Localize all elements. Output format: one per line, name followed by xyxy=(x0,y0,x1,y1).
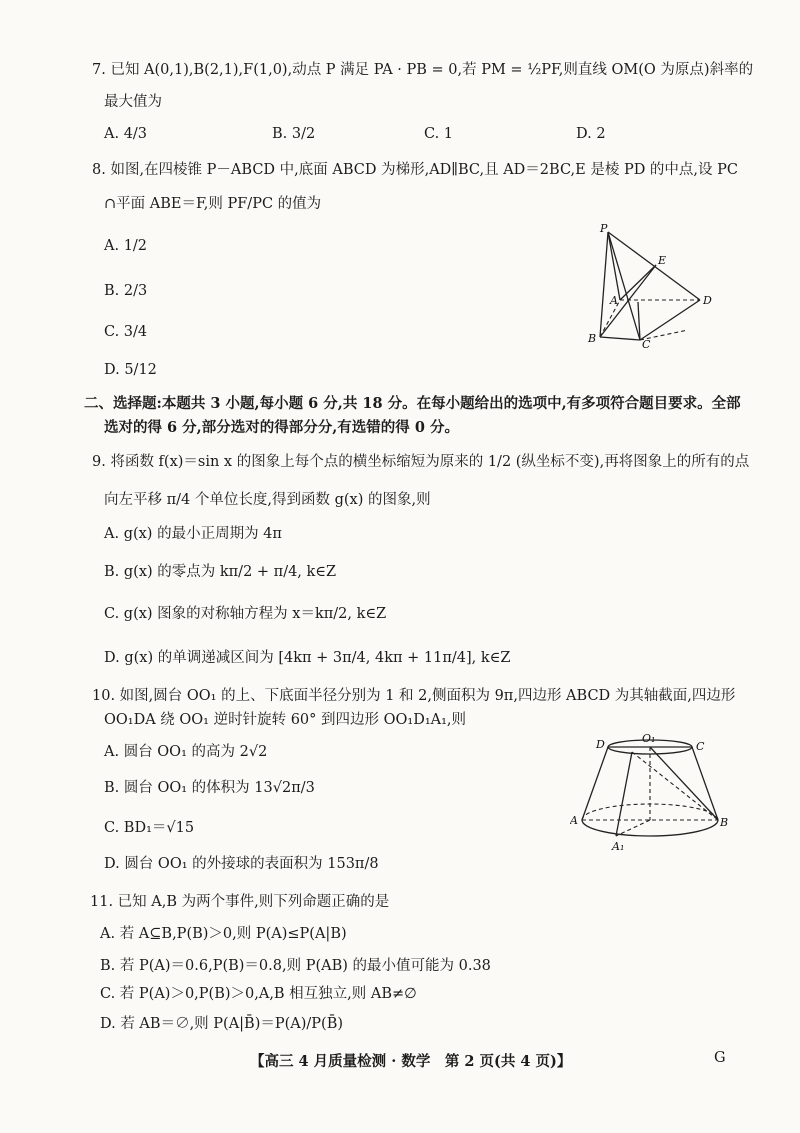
pyramid-label-d: D xyxy=(703,294,712,307)
q8-option-c: C. 3/4 xyxy=(104,324,148,340)
q10-option-d: D. 圆台 OO₁ 的外接球的表面积为 153π/8 xyxy=(104,856,379,872)
page-footer: 【高三 4 月质量检测 · 数学 第 2 页(共 4 页)】 xyxy=(250,1053,572,1070)
frustum-figure xyxy=(570,732,730,856)
q8-option-b: B. 2/3 xyxy=(104,283,148,299)
q7-option-a: A. 4/3 xyxy=(104,126,148,142)
q8-option-d: D. 5/12 xyxy=(104,362,157,378)
section2-heading-line2: 选对的得 6 分,部分选对的得部分分,有选错的得 0 分。 xyxy=(104,419,459,436)
pyramid-label-p: P xyxy=(600,222,608,235)
q7-option-b: B. 3/2 xyxy=(272,126,316,142)
q8-option-a: A. 1/2 xyxy=(104,238,148,254)
q11-option-d: D. 若 AB＝∅,则 P(A|B̄)＝P(A)/P(B̄) xyxy=(100,1016,344,1032)
q10-option-b: B. 圆台 OO₁ 的体积为 13√2π/3 xyxy=(104,780,315,796)
q7-stem-line2: 最大值为 xyxy=(104,94,162,110)
frustum-label-a: A xyxy=(570,814,578,827)
pyramid-label-a: A xyxy=(610,294,618,307)
q9-option-b: B. g(x) 的零点为 kπ/2 + π/4, k∈Z xyxy=(104,564,337,580)
paper-code: G xyxy=(714,1050,726,1066)
pyramid-figure xyxy=(580,222,720,352)
q11-option-c: C. 若 P(A)＞0,P(B)＞0,A,B 相互独立,则 AB≠∅ xyxy=(100,986,417,1002)
q8-stem-line2: ∩平面 ABE＝F,则 PF/PC 的值为 xyxy=(104,196,322,212)
q9-option-c: C. g(x) 图象的对称轴方程为 x＝kπ/2, k∈Z xyxy=(104,606,387,622)
frustum-label-a1: A₁ xyxy=(612,840,625,853)
section2-heading-line1: 二、选择题:本题共 3 小题,每小题 6 分,共 18 分。在每小题给出的选项中,有多项符合题目要求。全部 xyxy=(84,395,741,412)
pyramid-label-c: C xyxy=(642,338,651,351)
q11-option-b: B. 若 P(A)＝0.6,P(B)＝0.8,则 P(AB) 的最小值可能为 0.38 xyxy=(100,958,491,974)
q11-option-a: A. 若 A⊆B,P(B)＞0,则 P(A)≤P(A|B) xyxy=(100,926,347,942)
q10-stem-line1: 10. 如图,圆台 OO₁ 的上、下底面半径分别为 1 和 2,侧面积为 9π,四边形 ABCD 为其轴截面,四边形 xyxy=(92,688,736,704)
q10-option-a: A. 圆台 OO₁ 的高为 2√2 xyxy=(104,744,268,760)
pyramid-label-b: B xyxy=(588,332,597,345)
q11-stem: 11. 已知 A,B 为两个事件,则下列命题正确的是 xyxy=(90,894,390,910)
frustum-label-o1: O₁ xyxy=(642,732,656,745)
q9-stem-line2: 向左平移 π/4 个单位长度,得到函数 g(x) 的图象,则 xyxy=(104,492,431,508)
q10-option-c: C. BD₁＝√15 xyxy=(104,820,195,836)
q7-stem-line1: 7. 已知 A(0,1),B(2,1),F(1,0),动点 P 满足 PA · PB = 0,若 PM = ½PF,则直线 OM(O 为原点)斜率的 xyxy=(92,62,754,78)
frustum-label-b: B xyxy=(720,816,729,829)
frustum-label-d: D xyxy=(596,738,605,751)
q9-option-d: D. g(x) 的单调递减区间为 [4kπ + 3π/4, 4kπ + 11π/4], k∈Z xyxy=(104,650,511,666)
q9-stem-line1: 9. 将函数 f(x)＝sin x 的图象上每个点的横坐标缩短为原来的 1/2 (纵坐标不变),再将图象上的所有的点 xyxy=(92,454,750,470)
q10-stem-line2: OO₁DA 绕 OO₁ 逆时针旋转 60° 到四边形 OO₁D₁A₁,则 xyxy=(104,712,467,728)
pyramid-label-e: E xyxy=(658,254,667,267)
q9-option-a: A. g(x) 的最小正周期为 4π xyxy=(104,526,282,542)
q7-option-d: D. 2 xyxy=(576,126,606,142)
q7-option-c: C. 1 xyxy=(424,126,454,142)
frustum-label-c: C xyxy=(696,740,705,753)
q8-stem-line1: 8. 如图,在四棱锥 P－ABCD 中,底面 ABCD 为梯形,AD∥BC,且 AD＝2BC,E 是棱 PD 的中点,设 PC xyxy=(92,162,739,178)
